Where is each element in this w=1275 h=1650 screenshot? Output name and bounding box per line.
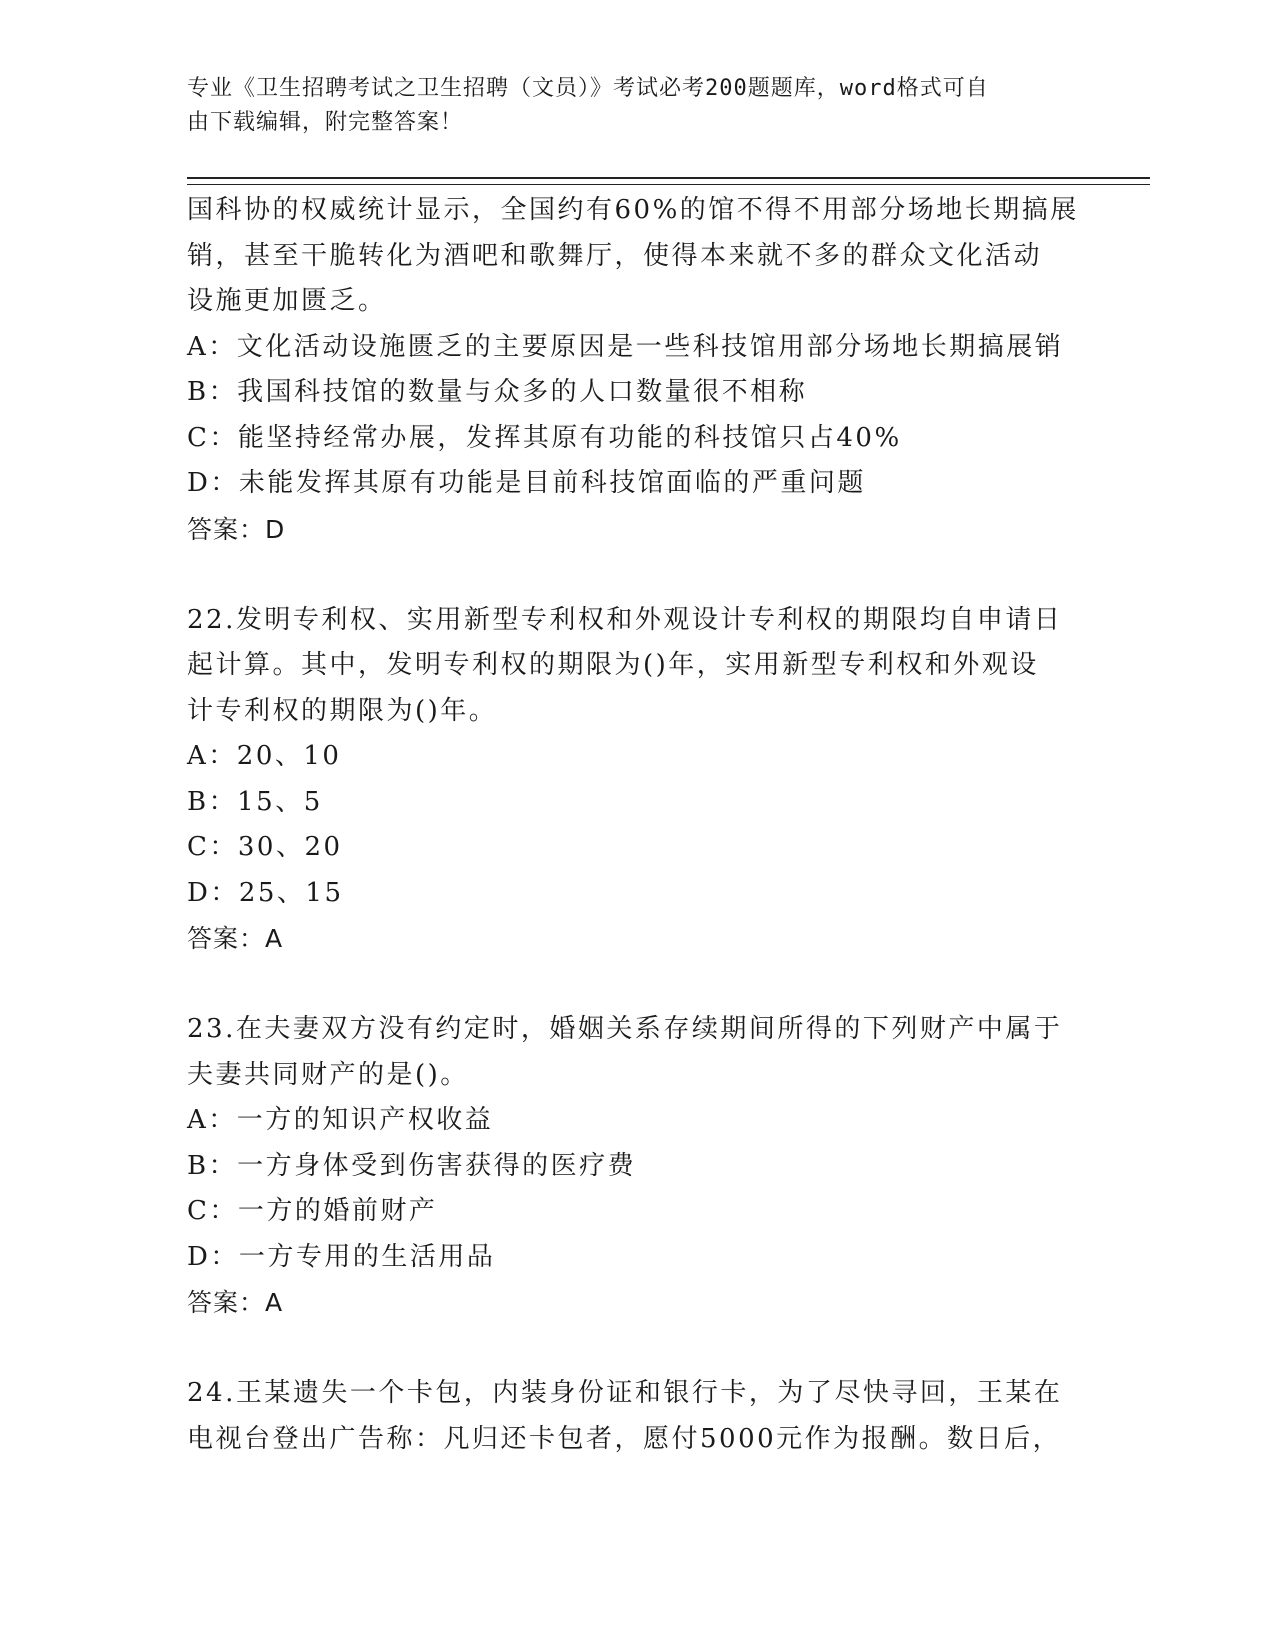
question-stem-line: 起计算。其中，发明专利权的期限为()年，实用新型专利权和外观设 — [187, 650, 1039, 680]
question-stem-line: 设施更加匮乏。 — [187, 286, 387, 316]
header-line-1: 专业《卫生招聘考试之卫生招聘（文员）》考试必考200题题库，word格式可自 — [187, 76, 989, 101]
question-stem-line: 22.发明专利权、实用新型专利权和外观设计专利权的期限均自申请日 — [187, 604, 1063, 635]
question-22 — [187, 598, 1087, 962]
option-b: B：15、5 — [187, 786, 323, 817]
option-c: C：一方的婚前财产 — [187, 1196, 438, 1226]
question-content — [187, 188, 1087, 1462]
spacer — [187, 962, 1087, 1008]
option-d: D：一方专用的生活用品 — [187, 1241, 496, 1272]
question-stem-line: 国科协的权威统计显示，全国约有60%的馆不得不用部分场地长期搞展 — [187, 195, 1079, 225]
header-divider-thin — [187, 184, 1150, 185]
option-b: B：我国科技馆的数量与众多的人口数量很不相称 — [187, 377, 808, 407]
header-divider-thick — [187, 177, 1150, 179]
spacer — [187, 552, 1087, 598]
document-header — [187, 72, 1067, 140]
option-c: C：30、20 — [187, 832, 343, 862]
answer-line: 答案：A — [187, 1288, 284, 1317]
option-d: D：25、15 — [187, 877, 344, 908]
option-c: C：能坚持经常办展，发挥其原有功能的科技馆只占40% — [187, 422, 902, 453]
question-21 — [187, 188, 1087, 552]
spacer — [187, 1326, 1087, 1372]
question-stem-line: 23.在夫妻双方没有约定时，婚姻关系存续期间所得的下列财产中属于 — [187, 1014, 1063, 1044]
option-b: B：一方身体受到伤害获得的医疗费 — [187, 1150, 637, 1181]
question-stem-line: 24.王某遗失一个卡包，内装身份证和银行卡，为了尽快寻回，王某在 — [187, 1378, 1063, 1408]
answer-line: 答案：D — [187, 514, 286, 544]
option-a: A：一方的知识产权收益 — [187, 1105, 494, 1135]
option-d: D：未能发挥其原有功能是目前科技馆面临的严重问题 — [187, 468, 866, 498]
option-a: A：文化活动设施匮乏的主要原因是一些科技馆用部分场地长期搞展销 — [187, 331, 1064, 362]
answer-line: 答案：A — [187, 924, 284, 953]
question-stem-line: 计专利权的期限为()年。 — [187, 695, 498, 726]
question-stem-line: 电视台登出广告称：凡归还卡包者，愿付5000元作为报酬。数日后， — [187, 1423, 1062, 1454]
question-stem-line: 销，甚至干脆转化为酒吧和歌舞厅，使得本来就不多的群众文化活动 — [187, 240, 1043, 271]
question-24 — [187, 1371, 1087, 1462]
option-a: A：20、10 — [187, 741, 342, 771]
question-stem-line: 夫妻共同财产的是()。 — [187, 1059, 469, 1090]
question-23 — [187, 1007, 1087, 1326]
header-line-2: 由下载编辑，附完整答案！ — [187, 110, 464, 135]
